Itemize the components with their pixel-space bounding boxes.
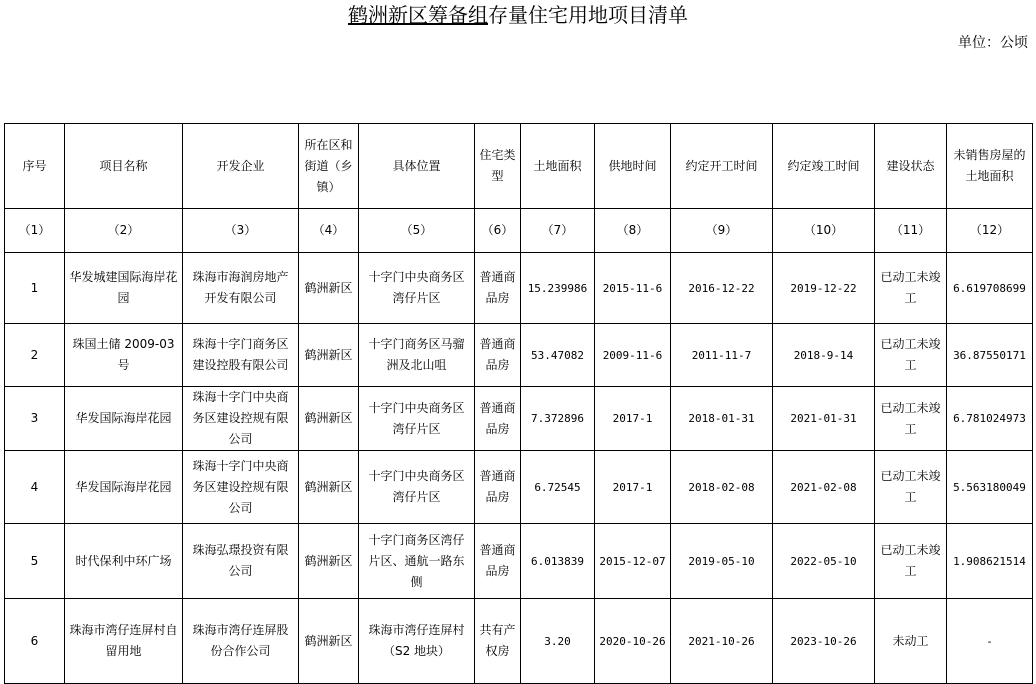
- cell-project-name: 珠国土储 2009-03 号: [65, 324, 183, 387]
- cell-housing-type: 普通商品房: [475, 524, 521, 599]
- cell-start-date: 2018-02-08: [671, 451, 773, 524]
- cell-index: 2: [5, 324, 65, 387]
- cell-location: 十字门中央商务区湾仔片区: [359, 451, 475, 524]
- cell-developer: 珠海弘璟投资有限公司: [183, 524, 299, 599]
- cell-developer: 珠海十字门中央商务区建设控规有限公司: [183, 451, 299, 524]
- cell-completion-date: 2019-12-22: [773, 253, 875, 324]
- cell-project-name: 华发国际海岸花园: [65, 387, 183, 451]
- cell-completion-date: 2021-01-31: [773, 387, 875, 451]
- cell-developer: 珠海市海润房地产开发有限公司: [183, 253, 299, 324]
- cell-index: 6: [5, 599, 65, 684]
- title-rest: 存量住宅用地项目清单: [488, 3, 688, 27]
- cell-status: 已动工未竣工: [875, 387, 947, 451]
- cell-index: 3: [5, 387, 65, 451]
- cell-land-area: 15.239986: [521, 253, 595, 324]
- cell-unsold-area: 6.619708699: [947, 253, 1033, 324]
- cell-supply-date: 2020-10-26: [595, 599, 671, 684]
- cell-start-date: 2019-05-10: [671, 524, 773, 599]
- cell-housing-type: 共有产权房: [475, 599, 521, 684]
- cell-supply-date: 2015-12-07: [595, 524, 671, 599]
- cell-project-name: 华发国际海岸花园: [65, 451, 183, 524]
- cell-district: 鹤洲新区: [299, 253, 359, 324]
- header-row: [5, 124, 1033, 209]
- cell-district: 鹤洲新区: [299, 599, 359, 684]
- cell-housing-type: 普通商品房: [475, 451, 521, 524]
- index-row: [5, 209, 1033, 253]
- cell-supply-date: 2015-11-6: [595, 253, 671, 324]
- cell-housing-type: 普通商品房: [475, 387, 521, 451]
- table-row: [5, 253, 1033, 324]
- table-row: [5, 451, 1033, 524]
- cell-housing-type: 普通商品房: [475, 253, 521, 324]
- header-project-name: 项目名称: [65, 124, 183, 209]
- cell-unsold-area: （12）: [947, 209, 1033, 253]
- cell-location: 十字门商务区马骝洲及北山咀: [359, 324, 475, 387]
- cell-completion-date: 2022-05-10: [773, 524, 875, 599]
- cell-developer: 珠海十字门商务区建设控股有限公司: [183, 324, 299, 387]
- cell-district: 鹤洲新区: [299, 524, 359, 599]
- cell-unsold-area: 1.908621514: [947, 524, 1033, 599]
- cell-unsold-area: 6.781024973: [947, 387, 1033, 451]
- table-row: [5, 387, 1033, 451]
- cell-unsold-area: 36.87550171: [947, 324, 1033, 387]
- cell-supply-date: 2017-1: [595, 387, 671, 451]
- cell-status: 已动工未竣工: [875, 524, 947, 599]
- cell-land-area: 6.72545: [521, 451, 595, 524]
- cell-district: 鹤洲新区: [299, 387, 359, 451]
- cell-location: 十字门中央商务区湾仔片区: [359, 253, 475, 324]
- cell-location: 十字门商务区湾仔片区、通航一路东侧: [359, 524, 475, 599]
- title-underlined: 鹤洲新区筹备组: [348, 3, 488, 27]
- cell-status: 已动工未竣工: [875, 253, 947, 324]
- header-unsold-area: 未销售房屋的土地面积: [947, 124, 1033, 209]
- table-row: [5, 599, 1033, 684]
- cell-developer: （3）: [183, 209, 299, 253]
- header-land-area: 土地面积: [521, 124, 595, 209]
- cell-housing-type: （6）: [475, 209, 521, 253]
- cell-developer: 珠海十字门中央商务区建设控规有限公司: [183, 387, 299, 451]
- cell-index: 1: [5, 253, 65, 324]
- cell-start-date: 2021-10-26: [671, 599, 773, 684]
- cell-status: （11）: [875, 209, 947, 253]
- cell-start-date: （9）: [671, 209, 773, 253]
- cell-index: （1）: [5, 209, 65, 253]
- cell-supply-date: 2009-11-6: [595, 324, 671, 387]
- cell-status: 已动工未竣工: [875, 324, 947, 387]
- cell-completion-date: 2021-02-08: [773, 451, 875, 524]
- cell-start-date: 2011-11-7: [671, 324, 773, 387]
- cell-location: （5）: [359, 209, 475, 253]
- project-table: [4, 123, 1033, 684]
- header-location: 具体位置: [359, 124, 475, 209]
- page-title: [0, 2, 1036, 28]
- table-row: [5, 524, 1033, 599]
- header-completion-date: 约定竣工时间: [773, 124, 875, 209]
- cell-completion-date: 2023-10-26: [773, 599, 875, 684]
- cell-index: 4: [5, 451, 65, 524]
- cell-start-date: 2016-12-22: [671, 253, 773, 324]
- cell-supply-date: 2017-1: [595, 451, 671, 524]
- cell-completion-date: （10）: [773, 209, 875, 253]
- cell-land-area: 6.013839: [521, 524, 595, 599]
- cell-developer: 珠海市湾仔连屏股份合作公司: [183, 599, 299, 684]
- cell-project-name: 时代保利中环广场: [65, 524, 183, 599]
- header-start-date: 约定开工时间: [671, 124, 773, 209]
- cell-index: 5: [5, 524, 65, 599]
- cell-district: 鹤洲新区: [299, 451, 359, 524]
- cell-location: 珠海市湾仔连屏村（S2 地块）: [359, 599, 475, 684]
- cell-project-name: 珠海市湾仔连屏村自留用地: [65, 599, 183, 684]
- cell-land-area: 53.47082: [521, 324, 595, 387]
- cell-district: 鹤洲新区: [299, 324, 359, 387]
- cell-unsold-area: 5.563180049: [947, 451, 1033, 524]
- cell-start-date: 2018-01-31: [671, 387, 773, 451]
- cell-completion-date: 2018-9-14: [773, 324, 875, 387]
- cell-project-name: 华发城建国际海岸花园: [65, 253, 183, 324]
- cell-unsold-area: -: [947, 599, 1033, 684]
- cell-land-area: 7.372896: [521, 387, 595, 451]
- unit-label: 单位：公顷: [958, 35, 1028, 51]
- header-status: 建设状态: [875, 124, 947, 209]
- cell-supply-date: （8）: [595, 209, 671, 253]
- header-supply-date: 供地时间: [595, 124, 671, 209]
- header-index: 序号: [5, 124, 65, 209]
- table-row: [5, 324, 1033, 387]
- cell-status: 未动工: [875, 599, 947, 684]
- cell-location: 十字门中央商务区湾仔片区: [359, 387, 475, 451]
- header-district: 所在区和街道（乡镇）: [299, 124, 359, 209]
- cell-status: 已动工未竣工: [875, 451, 947, 524]
- cell-housing-type: 普通商品房: [475, 324, 521, 387]
- cell-project-name: （2）: [65, 209, 183, 253]
- cell-land-area: 3.20: [521, 599, 595, 684]
- header-developer: 开发企业: [183, 124, 299, 209]
- cell-district: （4）: [299, 209, 359, 253]
- header-housing-type: 住宅类型: [475, 124, 521, 209]
- table-body: [5, 124, 1033, 684]
- cell-land-area: （7）: [521, 209, 595, 253]
